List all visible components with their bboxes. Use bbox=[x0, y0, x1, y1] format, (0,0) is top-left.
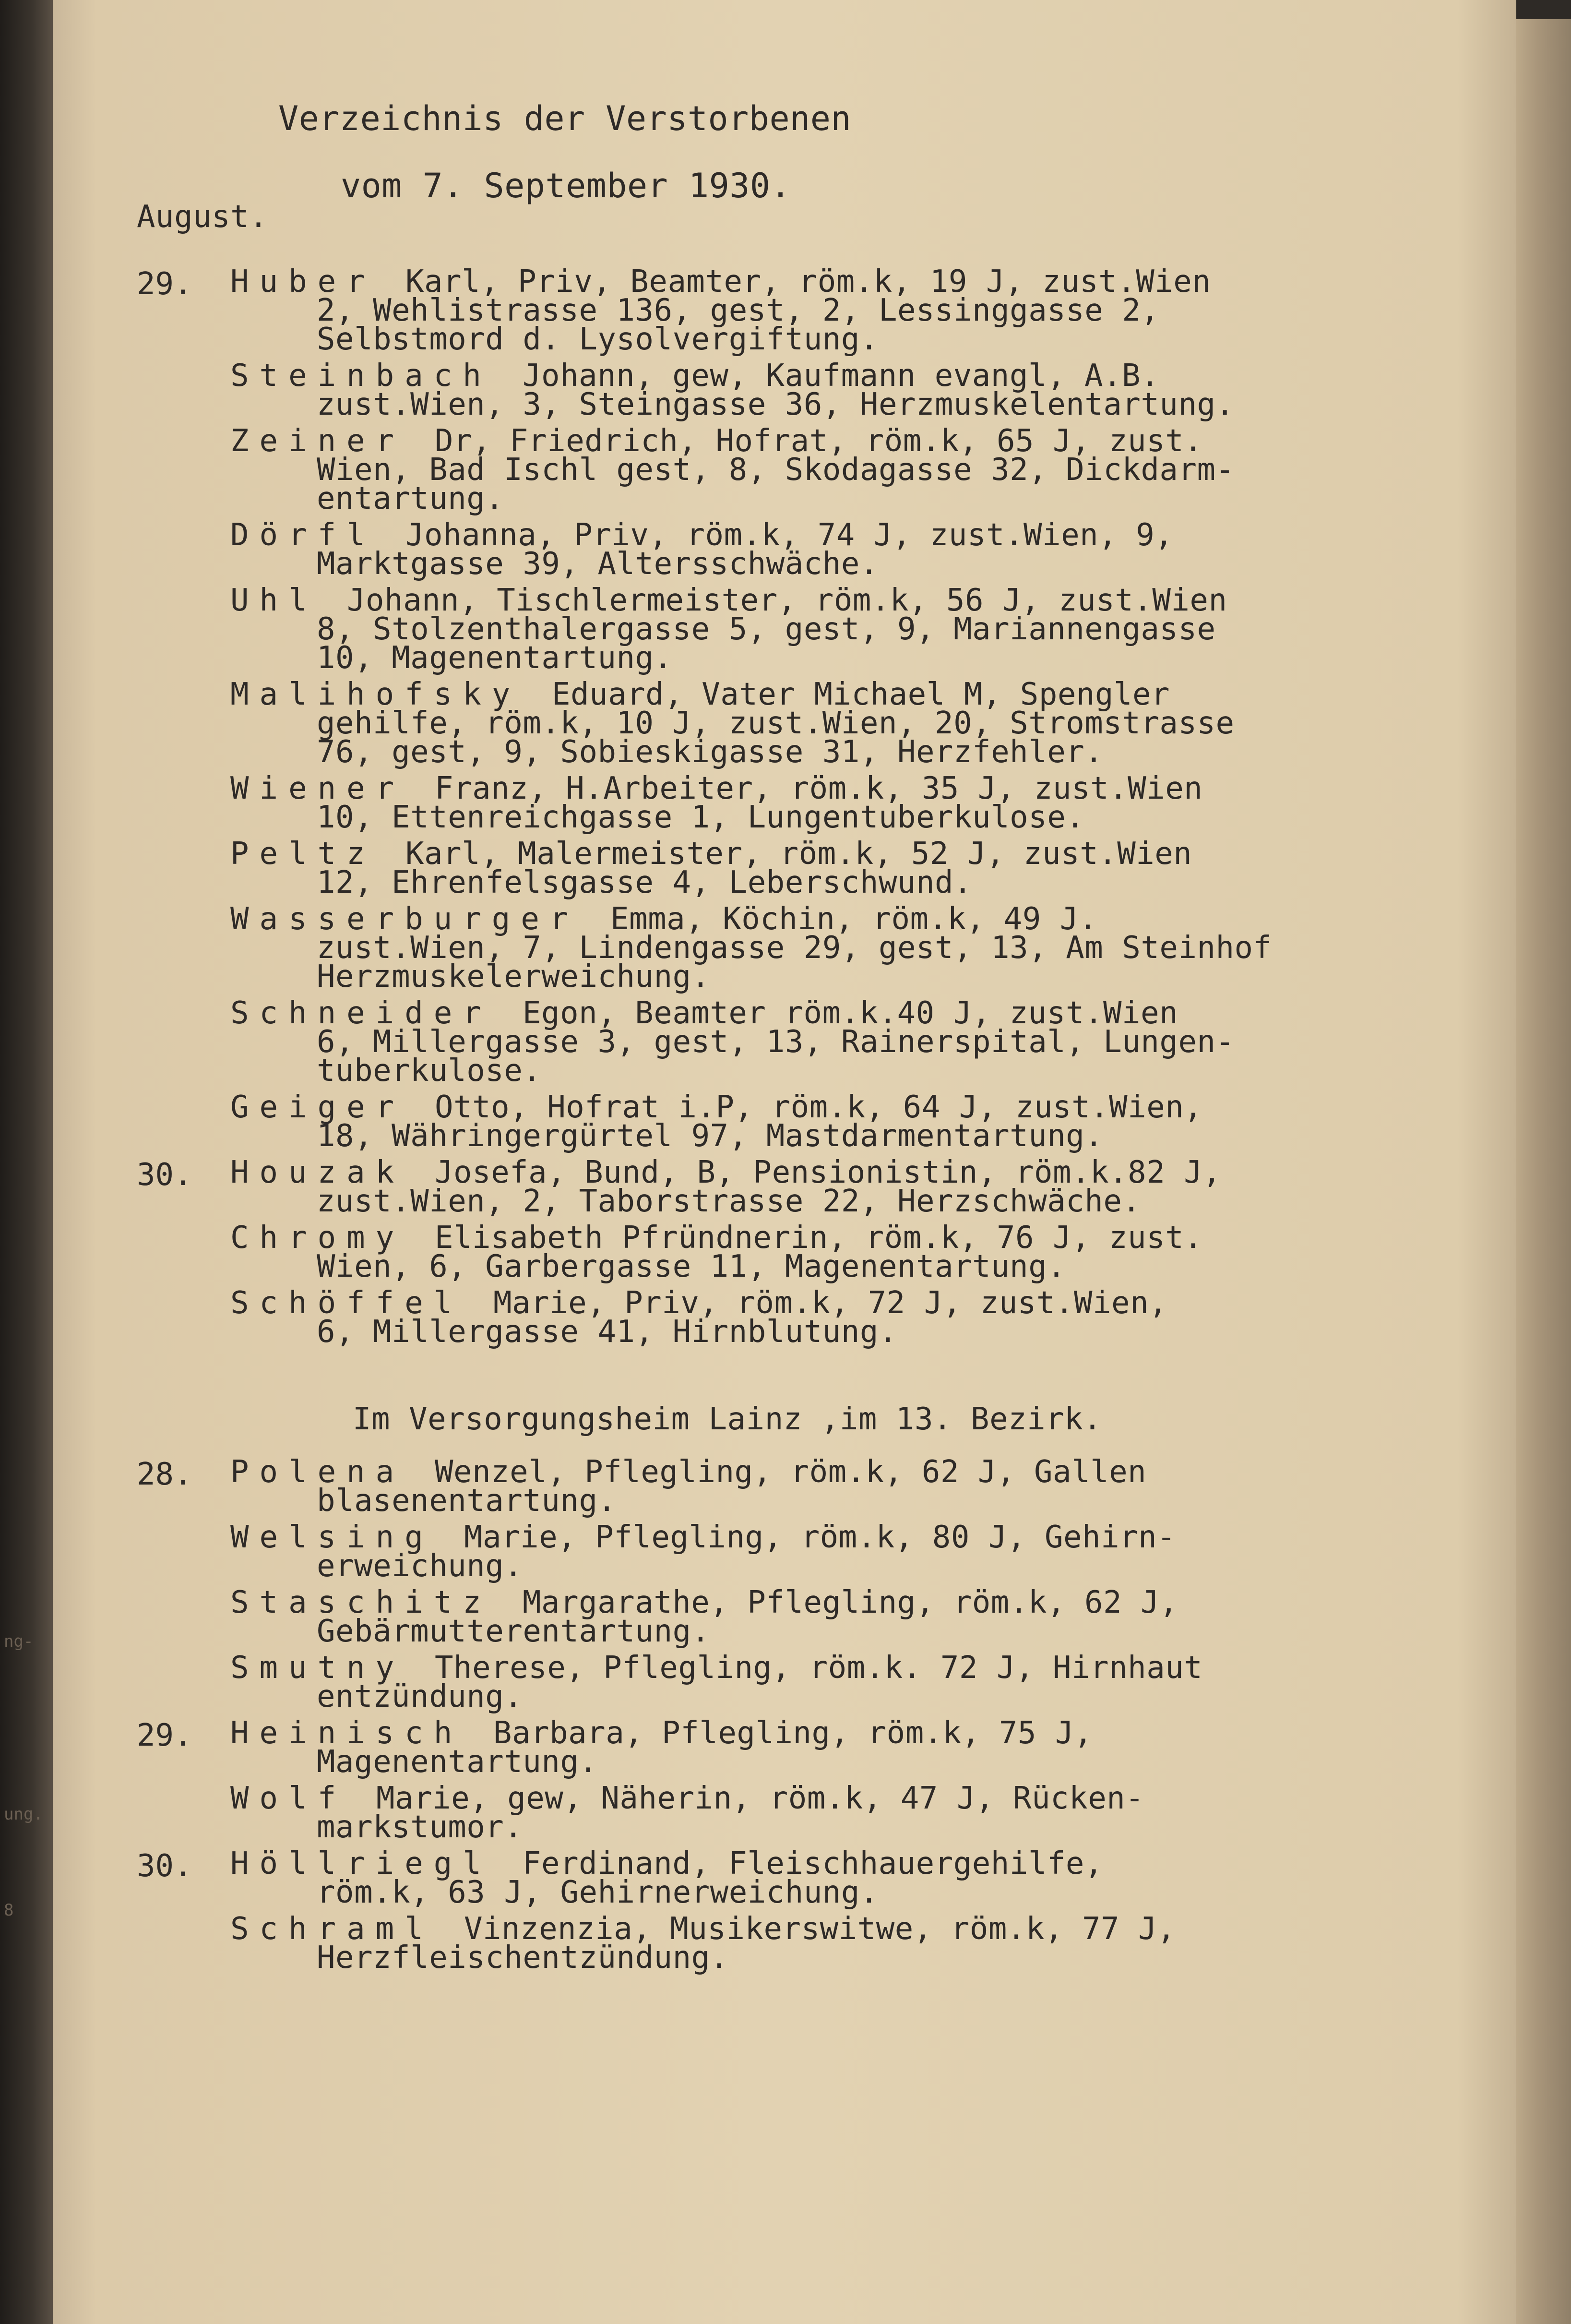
entry-surname: Heinisch bbox=[230, 1715, 463, 1751]
entry-text-line: Dr, Friedrich, Hofrat, röm.k, 65 J, zust. bbox=[435, 423, 1203, 459]
entry-text-line: entzündung. bbox=[317, 1679, 523, 1714]
entry-text-line: Gebärmutterentartung. bbox=[317, 1614, 710, 1649]
entry-text-line: 12, Ehrenfelsgasse 4, Leberschwund. bbox=[317, 865, 973, 900]
entry-text-line: Wenzel, Pflegling, röm.k, 62 J, Gallen bbox=[435, 1454, 1147, 1490]
entry-text-line: Emma, Köchin, röm.k, 49 J. bbox=[610, 901, 1097, 937]
entry-surname: Smutny bbox=[230, 1650, 405, 1686]
entry-text-line: 6, Millergasse 41, Hirnblutung. bbox=[317, 1314, 897, 1350]
entry-surname: Wolf bbox=[230, 1781, 347, 1816]
entry-text-line: 10, Magenentartung. bbox=[317, 640, 673, 676]
entry-text-line: blasenentartung. bbox=[317, 1483, 617, 1519]
entry-day: 30. bbox=[137, 1848, 192, 1884]
page-edge bbox=[1516, 19, 1571, 2324]
entry-text-line: Marktgasse 39, Altersschwäche. bbox=[317, 546, 879, 582]
entry-text-line: Herzmuskelerweichung. bbox=[317, 959, 710, 994]
entry-day: 28. bbox=[137, 1457, 192, 1492]
entry-text-line: Elisabeth Pfründnerin, röm.k, 76 J, zust. bbox=[435, 1220, 1203, 1256]
entry-surname: Staschitz bbox=[230, 1585, 492, 1620]
entry-surname: Dörfl bbox=[230, 517, 376, 553]
entry-text-line: Magenentartung. bbox=[317, 1744, 598, 1780]
entry-text-line: Ferdinand, Fleischhauergehilfe, bbox=[523, 1846, 1103, 1881]
binding-fragment: ng- bbox=[4, 1632, 34, 1651]
entry-day: 30. bbox=[137, 1157, 192, 1193]
entry-day: 29. bbox=[137, 266, 192, 302]
book-binding bbox=[0, 0, 53, 2324]
entry-text-line: Karl, Malermeister, röm.k, 52 J, zust.Wien bbox=[405, 836, 1192, 872]
binding-fragment: ung. bbox=[4, 1805, 43, 1824]
entry-surname: Uhl bbox=[230, 583, 318, 618]
entry-text-line: Barbara, Pflegling, röm.k, 75 J, bbox=[493, 1715, 1093, 1751]
entry-text-line: Herzfleischentzündung. bbox=[317, 1940, 729, 1976]
entry-surname: Wiener bbox=[230, 771, 405, 806]
entry-text-line: erweichung. bbox=[317, 1548, 523, 1584]
entry-surname: Chromy bbox=[230, 1220, 405, 1256]
entry-text-line: Egon, Beamter röm.k.40 J, zust.Wien bbox=[523, 995, 1178, 1031]
entry-text-line: 2, Wehlistrasse 136, gest, 2, Lessinggasse 2, bbox=[317, 293, 1160, 328]
entry-text-line: tuberkulose. bbox=[317, 1053, 542, 1089]
entry-surname: Geiger bbox=[230, 1090, 405, 1125]
entry-text-line: Selbstmord d. Lysolvergiftung. bbox=[317, 322, 879, 357]
entry-surname: Schraml bbox=[230, 1911, 434, 1947]
entry-surname: Schneider bbox=[230, 995, 492, 1031]
entry-text-line: Therese, Pflegling, röm.k. 72 J, Hirnhaut bbox=[435, 1650, 1203, 1686]
binding-fragment: 8 bbox=[4, 1901, 14, 1920]
entry-text-line: Josefa, Bund, B, Pensionistin, röm.k.82 J, bbox=[435, 1155, 1222, 1190]
entry-day: 29. bbox=[137, 1718, 192, 1753]
entry-surname: Schöffel bbox=[230, 1285, 463, 1321]
entry-text-line: Margarathe, Pflegling, röm.k, 62 J, bbox=[523, 1585, 1178, 1620]
date-line: vom 7. September 1930. bbox=[341, 166, 791, 205]
entry-surname: Malihofsky bbox=[230, 677, 521, 712]
entry-text-line: Marie, gew, Näherin, röm.k, 47 J, Rücken- bbox=[376, 1781, 1144, 1816]
entry-surname: Wasserburger bbox=[230, 901, 579, 937]
entry-surname: Polena bbox=[230, 1454, 405, 1490]
entry-text-line: 8, Stolzenthalergasse 5, gest, 9, Mariannengasse bbox=[317, 611, 1216, 647]
entry-surname: Huber bbox=[230, 264, 376, 299]
entry-text-line: gehilfe, röm.k, 10 J, zust.Wien, 20, Stromstrasse bbox=[317, 706, 1235, 741]
entry-text-line: Eduard, Vater Michael M, Spengler bbox=[552, 677, 1170, 712]
entry-surname: Steinbach bbox=[230, 358, 492, 394]
entry-text-line: Wien, 6, Garbergasse 11, Magenentartung. bbox=[317, 1249, 1066, 1284]
entry-text-line: 76, gest, 9, Sobieskigasse 31, Herzfehler. bbox=[317, 734, 1104, 770]
entry-text-line: Johanna, Priv, röm.k, 74 J, zust.Wien, 9, bbox=[405, 517, 1174, 553]
entry-surname: Höllriegl bbox=[230, 1846, 492, 1881]
entry-text-line: Johann, gew, Kaufmann evangl, A.B. bbox=[523, 358, 1160, 394]
entry-text-line: Vinzenzia, Musikerswitwe, röm.k, 77 J, bbox=[464, 1911, 1176, 1947]
page-title: Verzeichnis der Verstorbenen bbox=[278, 99, 852, 138]
entry-surname: Zeiner bbox=[230, 423, 405, 459]
section-heading-lainz: Im Versorgungsheim Lainz ,im 13. Bezirk. bbox=[353, 1402, 1102, 1437]
entry-surname: Peltz bbox=[230, 836, 376, 872]
entry-text-line: Wien, Bad Ischl gest, 8, Skodagasse 32, Dickdarm- bbox=[317, 452, 1235, 488]
entry-text-line: zust.Wien, 3, Steingasse 36, Herzmuskelentartung. bbox=[317, 387, 1235, 422]
entry-text-line: Franz, H.Arbeiter, röm.k, 35 J, zust.Wien bbox=[435, 771, 1203, 806]
entry-text-line: 6, Millergasse 3, gest, 13, Rainerspital, Lungen- bbox=[317, 1024, 1235, 1060]
month-heading: August. bbox=[137, 199, 268, 235]
entry-text-line: Otto, Hofrat i.P, röm.k, 64 J, zust.Wien, bbox=[435, 1090, 1203, 1125]
entry-surname: Houzak bbox=[230, 1155, 405, 1190]
entry-text-line: Johann, Tischlermeister, röm.k, 56 J, zust.Wien bbox=[347, 583, 1227, 618]
entry-text-line: zust.Wien, 7, Lindengasse 29, gest, 13, Am Steinhof bbox=[317, 930, 1272, 966]
entry-text-line: zust.Wien, 2, Taborstrasse 22, Herzschwäche. bbox=[317, 1184, 1141, 1219]
entry-text-line: Karl, Priv, Beamter, röm.k, 19 J, zust.Wien bbox=[405, 264, 1211, 299]
entry-text-line: 10, Ettenreichgasse 1, Lungentuberkulose. bbox=[317, 800, 1085, 835]
entry-text-line: röm.k, 63 J, Gehirnerweichung. bbox=[317, 1875, 879, 1910]
entry-text-line: Marie, Priv, röm.k, 72 J, zust.Wien, bbox=[493, 1285, 1168, 1321]
entry-text-line: 18, Währingergürtel 97, Mastdarmentartung. bbox=[317, 1118, 1104, 1154]
entry-text-line: markstumor. bbox=[317, 1809, 523, 1845]
entry-surname: Welsing bbox=[230, 1520, 434, 1555]
entry-text-line: Marie, Pflegling, röm.k, 80 J, Gehirn- bbox=[464, 1520, 1176, 1555]
entry-text-line: entartung. bbox=[317, 481, 504, 516]
